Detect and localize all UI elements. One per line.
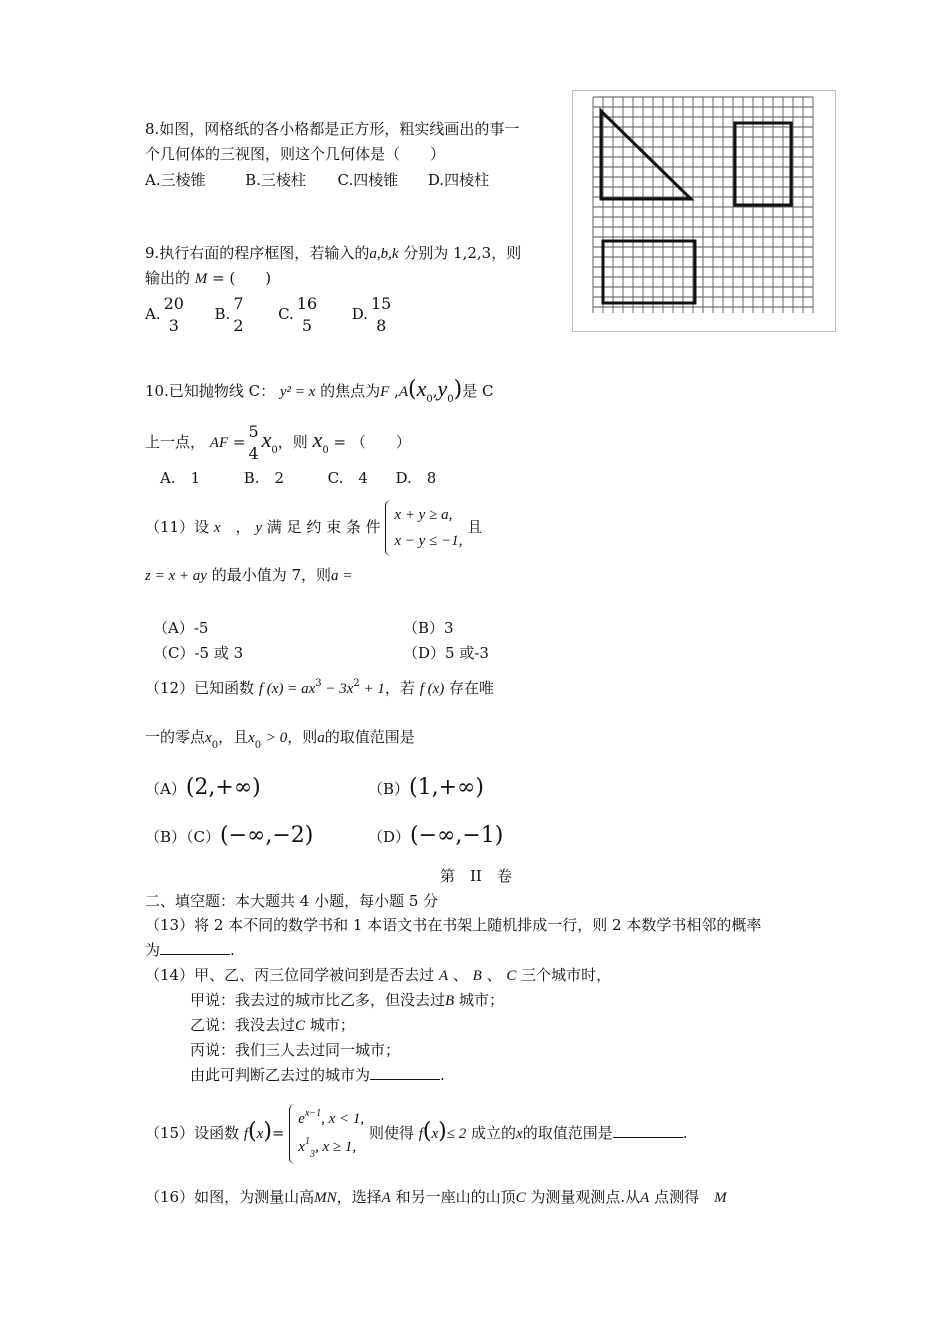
q8-options	[145, 170, 489, 190]
q11-option-b: （B）3	[403, 619, 454, 637]
q9-option-c-fraction: 16 5	[296, 294, 318, 335]
q11-line2: z = x + ay 的最小值为 7，则a =	[145, 566, 353, 584]
q8-option-a: A.三棱锥	[145, 171, 206, 189]
q13-line1: （13）将 2 本不同的数学书和 1 本语文书在书架上随机排成一行，则 2 本数学书相邻的概率	[145, 916, 762, 934]
q10-option-c: C. 4	[327, 469, 368, 487]
q11-option-d: （D）5 或-3	[403, 644, 489, 662]
q14-line2: 甲说：我去过的城市比乙多，但没去过B 城市；	[190, 991, 504, 1009]
triangle-view	[601, 111, 691, 199]
q10-fraction: 5 4	[248, 422, 259, 463]
q9-option-b-fraction: 7 2	[233, 294, 244, 335]
q15-answer-blank	[613, 1123, 683, 1138]
q15-line: （15）设函数 f(x)= $e^{x-1}$, x < 1, $x^1_3$, x ≥ 1, 则使得 f(x)≤ 2 成立的x的取值范围是 .	[145, 1100, 688, 1166]
q10-line1: 10.已知抛物线 C： y² = x 的焦点为F $,A(x_0,y_0)$是 C	[145, 376, 494, 405]
q11-option-c: （C）-5 或 3	[153, 644, 244, 662]
q13-line2: 为 .	[145, 941, 235, 959]
q12-line2: 一的零点$x_0$，且$x_0 > 0$，则a的取值范围是	[145, 728, 415, 751]
q9-option-d-fraction: 15 8	[370, 294, 392, 335]
q14-line1: （14）甲、乙、丙三位同学被问到是否去过 A 、 B 、 C 三个城市时，	[145, 966, 612, 984]
q12-line1: （12）已知函数 f $(x) = ax^3 - 3x^2 + 1$，若 f (x) 存在唯	[145, 678, 495, 697]
q9-vars: a,b,k	[369, 246, 399, 262]
q12-option-a: （A）(2,+∞)	[145, 775, 261, 800]
q12-option-c: （B）（C）(−∞,−2)	[145, 823, 314, 848]
q11-constraints: x + y ≥ a, x − y ≤ −1,	[385, 500, 462, 556]
q10-line2: 上一点， AF = 5 4 $x_0$，则 $x_0$ = （ ）	[145, 422, 411, 463]
q11-option-a: （A）-5	[153, 619, 209, 637]
three-view-grid-figure	[572, 90, 836, 332]
q9-option-a-fraction: 20 3	[163, 294, 184, 335]
q14-line3: 乙说：我没去过C 城市；	[190, 1016, 355, 1034]
q12-option-b: （B）(1,+∞)	[368, 775, 484, 800]
rectangle-view-bottom-left	[603, 241, 695, 303]
q14-line5: 由此可判断乙去过的城市为 .	[190, 1066, 445, 1084]
q8-option-d: D.四棱柱	[427, 171, 490, 189]
three-view-drawing	[573, 91, 835, 331]
q16-line: （16）如图，为测量山高MN，选择A 和另一座山的山顶C 为测量观测点.从A 点测得 M	[145, 1188, 727, 1206]
q10-option-a: A. 1	[160, 469, 201, 487]
fill-in-section-heading: 二、填空题：本大题共 4 小题，每小题 5 分	[145, 892, 439, 910]
part-two-title: 第 II 卷	[440, 867, 512, 885]
q10-option-d: D. 8	[395, 469, 437, 487]
q8-option-c: C.四棱锥	[337, 171, 399, 189]
q9-options: A. 20 3 B. 7 2 C. 16 5 D. 15 8	[145, 294, 392, 335]
q8-line1: 8.如图，网格纸的各小格都是正方形，粗实线画出的事一	[145, 120, 520, 138]
q14-line4: 丙说：我们三人去过同一城市；	[190, 1041, 401, 1059]
q10-option-b: B. 2	[243, 469, 285, 487]
q11-line1: （11）设 x ， y 满 足 约 束 条 件 x + y ≥ a, x − y ≤ −1, 且	[145, 498, 482, 557]
q9-line2: 输出的 M = ( )	[145, 269, 272, 287]
q10-options	[160, 468, 436, 488]
q8-option-b: B.三棱柱	[245, 171, 306, 189]
q9-line1: 9.执行右面的程序框图，若输入的a,b,k 分别为 1,2,3，则	[145, 244, 522, 262]
q15-piecewise: $e^{x-1}$, x < 1, $x^1_3$, x ≥ 1,	[289, 1104, 364, 1164]
q8-line2: 个几何体的三视图，则这个几何体是（ ）	[145, 145, 446, 163]
q12-option-d: （D）(−∞,−1)	[368, 823, 504, 848]
q14-answer-blank	[370, 1065, 440, 1080]
q13-answer-blank	[160, 940, 230, 955]
